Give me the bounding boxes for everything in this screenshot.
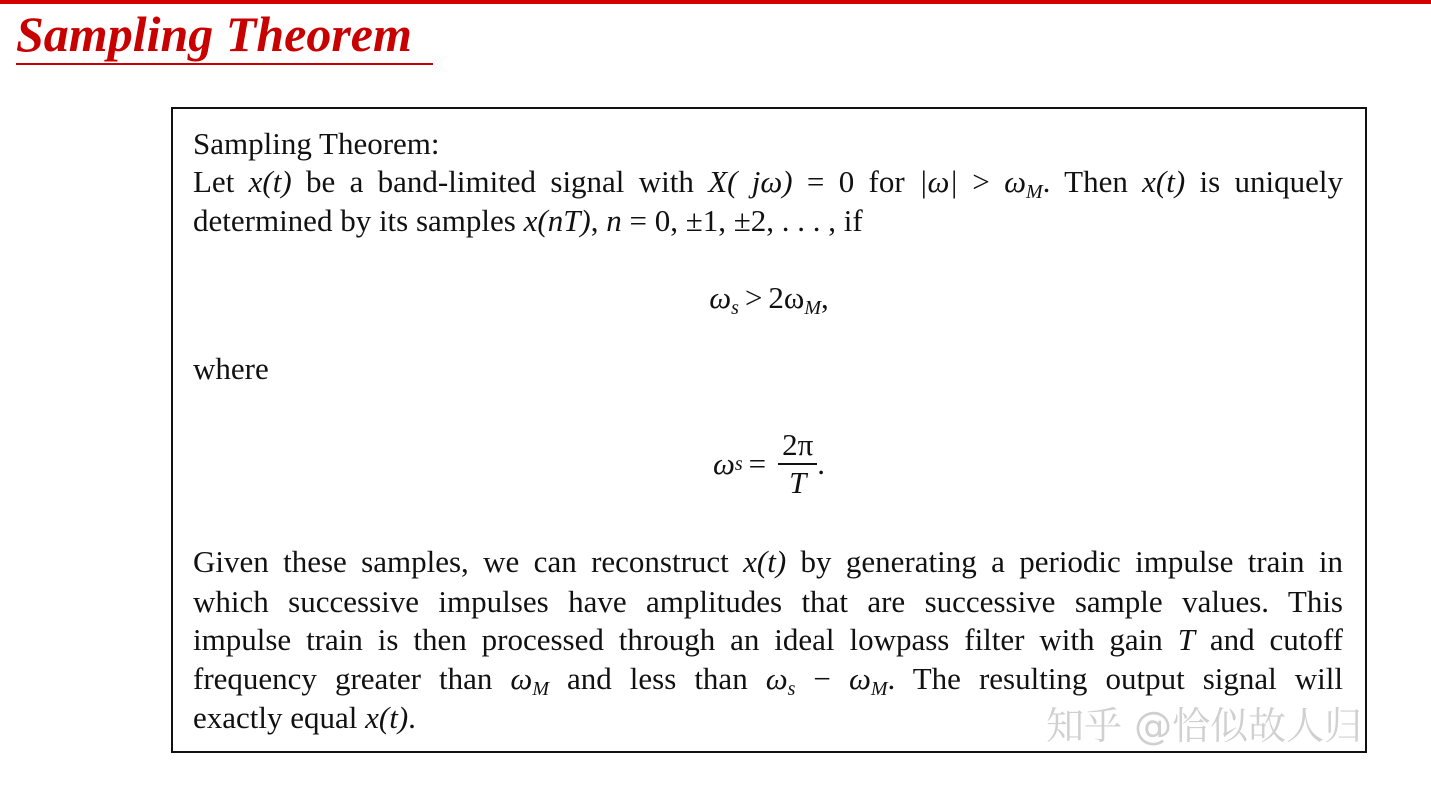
statement-line-1: Let x(t) be a band-limited signal with X( jω) = 0 for $|\omega| > \omega_M$. Then x(t) is uniquely — [193, 164, 1344, 203]
where-text: where — [193, 351, 269, 386]
reconstruction-line-3: impulse train is then processed through an ideal lowpass filter with gain T and cutoff — [193, 622, 1344, 657]
top-accent-rule — [0, 0, 1431, 4]
theorem-box — [171, 107, 1367, 753]
reconstruction-line-4: frequency greater than $\omega_M$ and less than $\omega_s - \omega_M$. The resulting output signal will — [193, 661, 1344, 700]
reconstruction-line-1: Given these samples, we can reconstruct x(t) by generating a periodic impulse train in — [193, 544, 1343, 579]
reconstruction-line-5: exactly equal x(t). — [193, 700, 416, 735]
zhihu-watermark: 知乎 @恰似故人归 — [1046, 704, 1363, 748]
slide-title: Sampling Theorem — [16, 6, 412, 62]
statement-line-2: determined by its samples x(nT), n = 0, ±1, ±2, . . . , if — [193, 203, 863, 238]
reconstruction-line-2: which successive impulses have amplitudes that are successive sample values. This — [193, 584, 1343, 619]
fraction — [778, 427, 817, 501]
fraction-denominator: T — [789, 465, 807, 500]
title-underline — [16, 63, 433, 65]
theorem-heading: Sampling Theorem: — [193, 126, 440, 161]
sampling-frequency-equation: ω s = $\frac{2\pi}{T}$ . — [712, 427, 826, 500]
fraction-numerator: 2π — [782, 427, 814, 462]
nyquist-condition-equation: $\omega_s > 2\omega_M$, — [709, 280, 829, 319]
